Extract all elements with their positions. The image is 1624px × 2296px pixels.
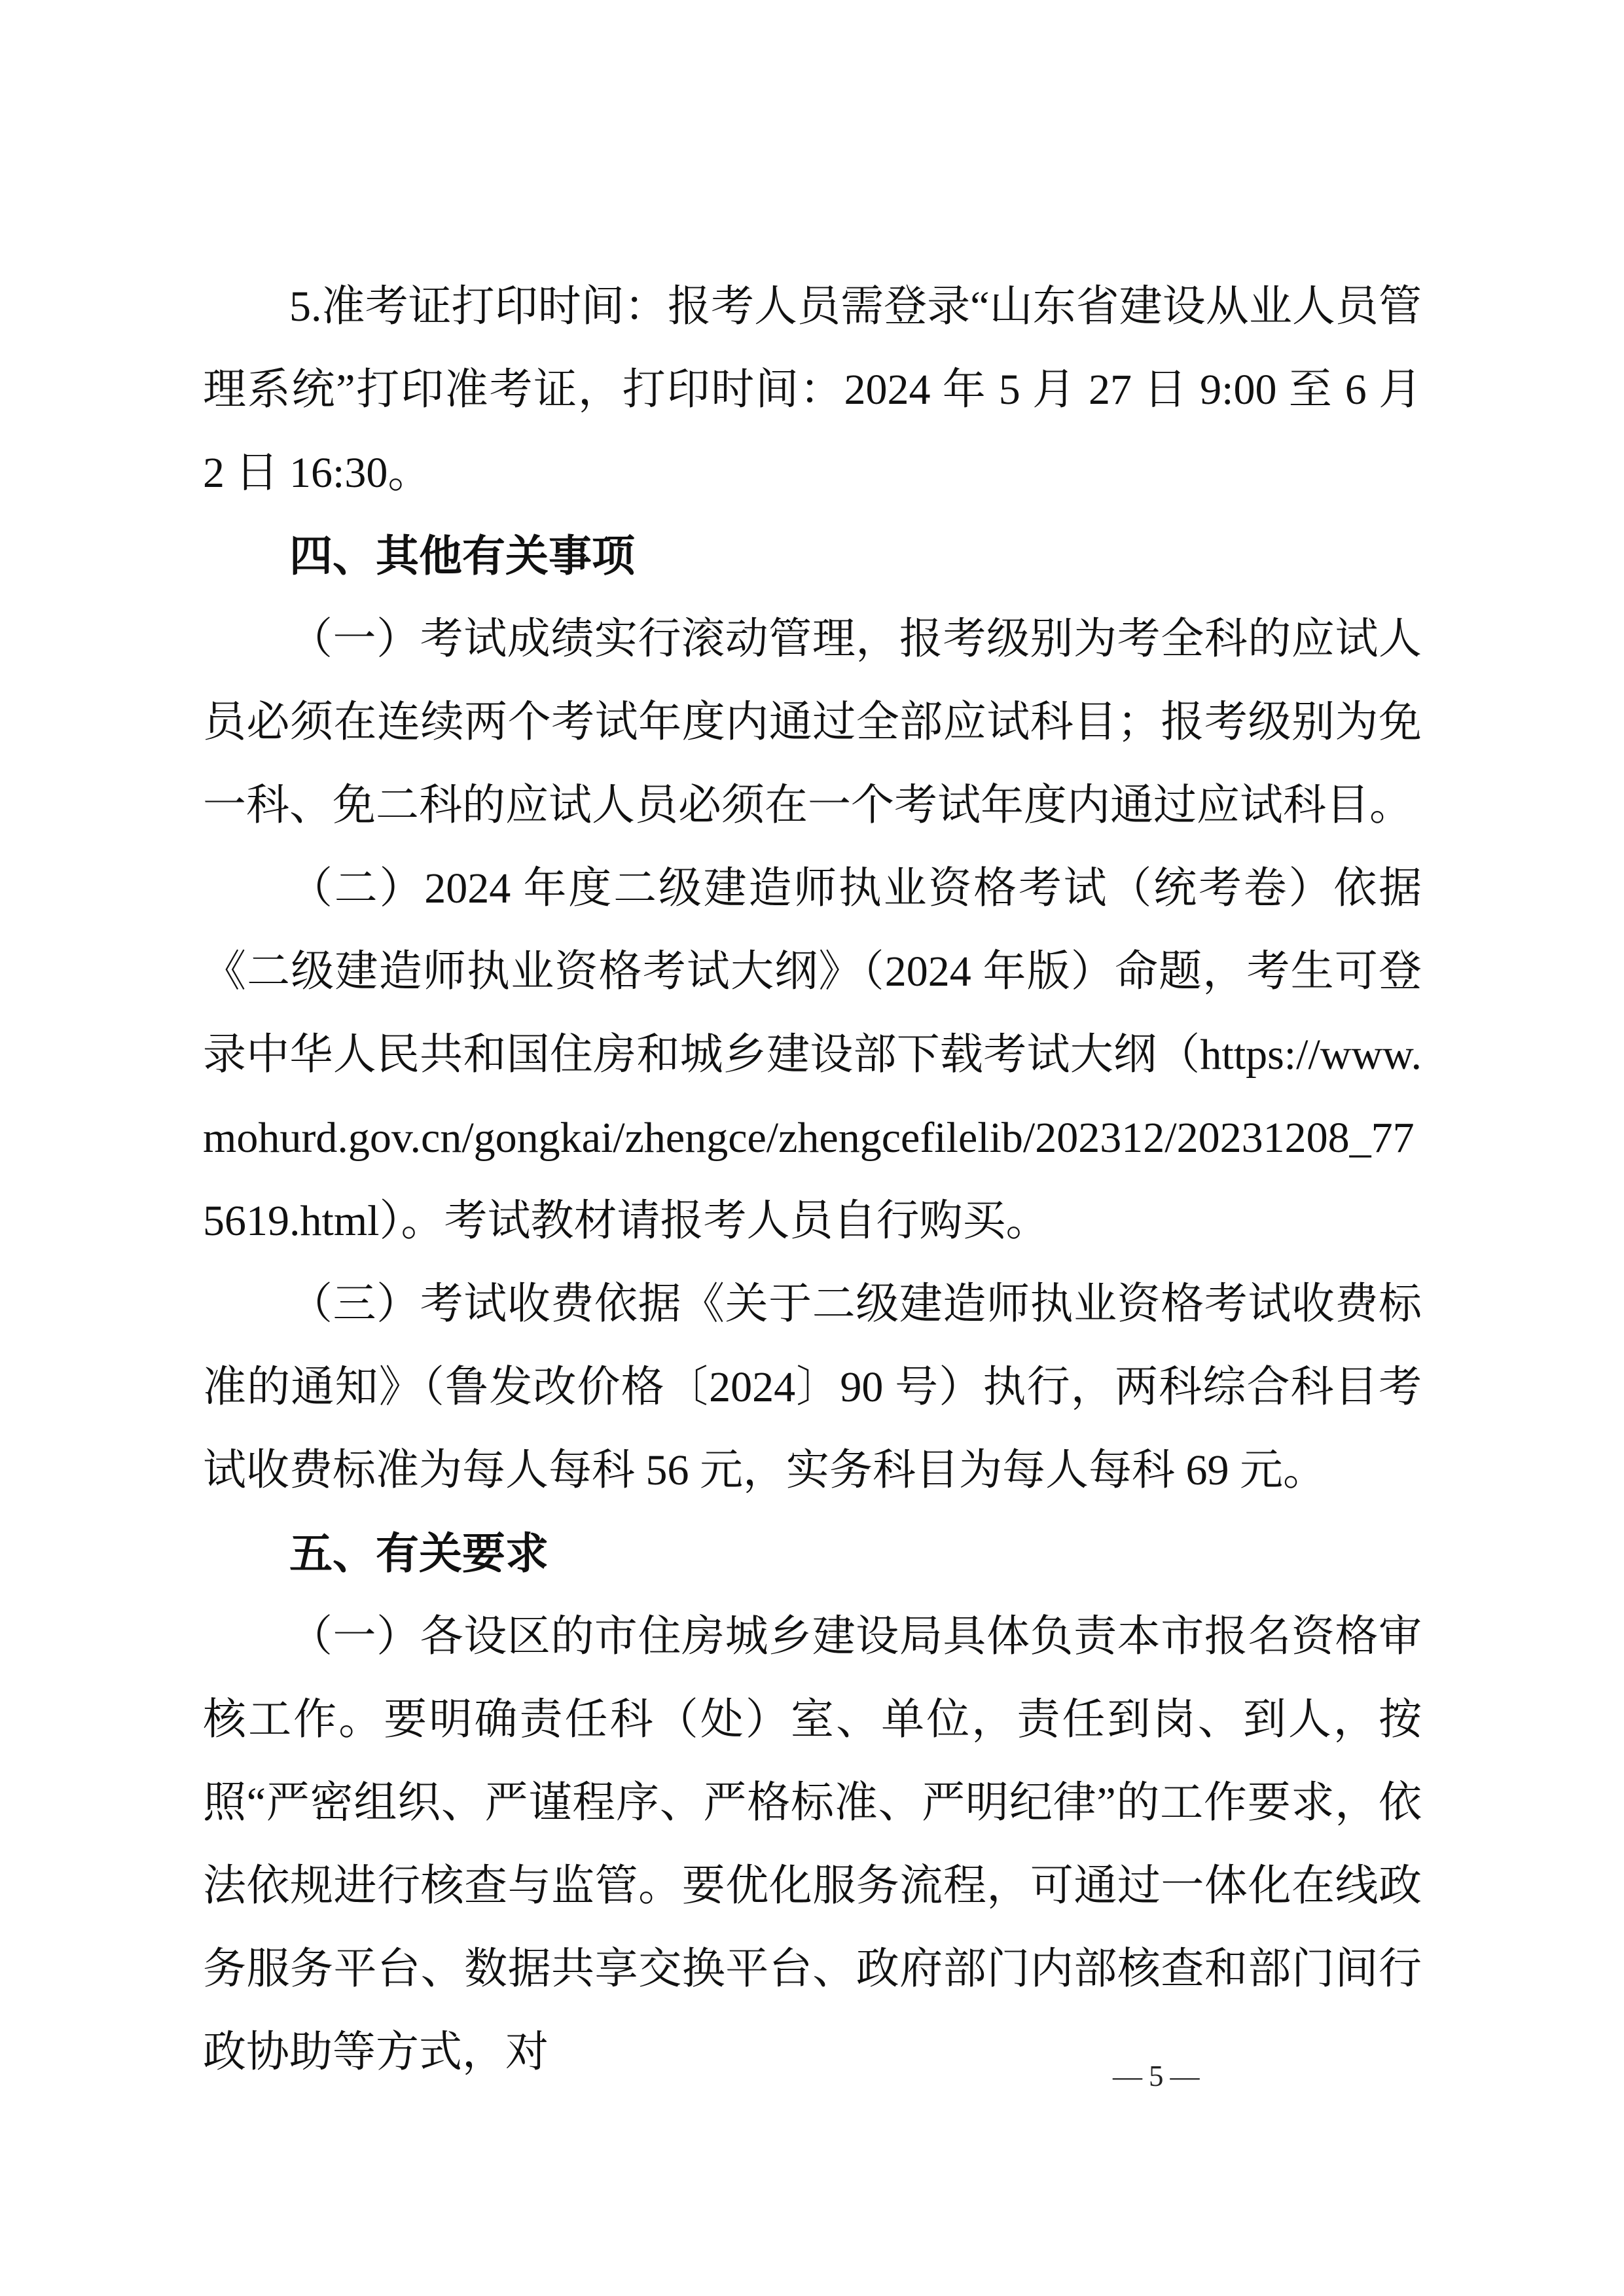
body-paragraph: （一）考试成绩实行滚动管理，报考级别为考全科的应试人员必须在连续两个考试年度内通过全部应试科目；报考级别为免一科、免二科的应试人员必须在一个考试年度内通过应试科目。 xyxy=(203,615,1422,829)
section-heading: 四、其他有关事项 xyxy=(289,531,635,580)
body-paragraph: （三）考试收费依据《关于二级建造师执业资格考试收费标准的通知》（鲁发改价格〔2024〕90 号）执行，两科综合科目考试收费标准为每人每科 56 元，实务科目为每人每科 69 元。 xyxy=(203,1280,1422,1494)
page-number: 5 xyxy=(1149,2060,1164,2092)
body-paragraph: （一）各设区的市住房城乡建设局具体负责本市报名资格审核工作。要明确责任科（处）室、单位，责任到岗、到人，按照“严密组织、严谨程序、严格标准、严明纪律”的工作要求，依法依规进行核查与监管。要优化服务流程，可通过一体化在线政务服务平台、数据共享交换平台、政府部门内部核查和部门间行政协助等方式，对 xyxy=(203,1613,1422,2076)
footer-right-dash: — xyxy=(1170,2060,1200,2092)
section-heading: 五、有关要求 xyxy=(289,1529,549,1577)
body-paragraph: 5.准考证打印时间：报考人员需登录“山东省建设从业人员管理系统”打印准考证，打印时间：2024 年 5 月 27 日 9:00 至 6 月 2 日 16:30。 xyxy=(203,283,1422,497)
document-body xyxy=(203,265,1422,2094)
page-footer xyxy=(1113,2062,1200,2091)
footer-left-dash: — xyxy=(1113,2060,1142,2092)
body-paragraph: （二）2024 年度二级建造师执业资格考试（统考卷）依据《二级建造师执业资格考试大纲》（2024 年版）命题，考生可登录中华人民共和国住房和城乡建设部下载考试大纲（https://www.mohurd.gov.cn/gongkai/zhengce/zhengcefilelib/202312/20231208_775619.html）。考试教材请报考人员自行购买。 xyxy=(203,865,1422,1245)
